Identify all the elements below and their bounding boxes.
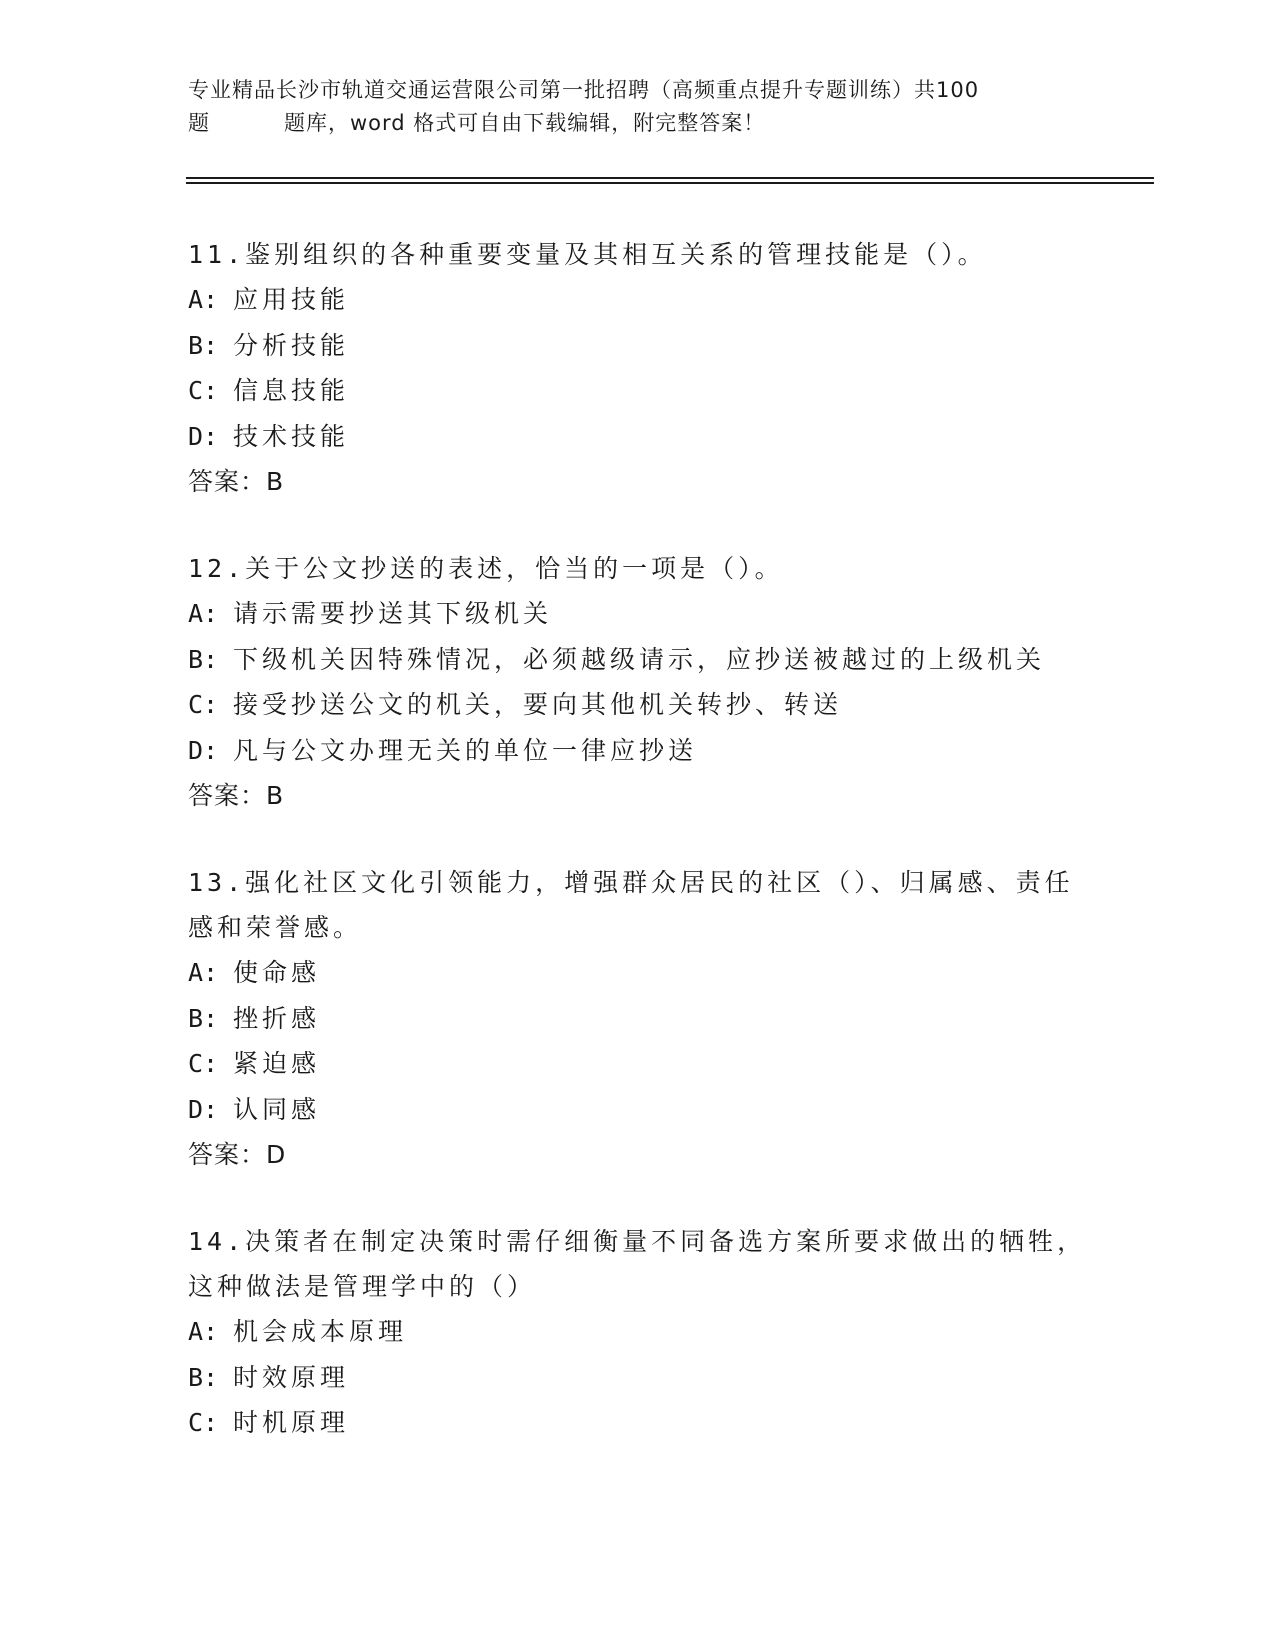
option-text: 接受抄送公文的机关，要向其他机关转抄、转送 [233,690,843,719]
option-d [188,414,1088,460]
question-11 [188,232,1088,504]
option-letter: B: [188,644,219,674]
option-a [188,277,1088,323]
question-13 [188,860,1088,1177]
option-letter: B: [188,1003,219,1033]
option-letter: A: [188,285,219,314]
question-list [188,232,1088,1488]
option-c [188,682,1088,728]
option-letter: C: [188,690,219,719]
option-a [188,1309,1088,1355]
answer-line: 答案：B [188,781,285,810]
option-d [188,728,1088,774]
option-letter: C: [188,1049,219,1078]
header-title-line2-left: 题 [188,111,210,135]
option-d [188,1087,1088,1133]
option-b [188,996,1088,1042]
header-divider-top [186,177,1154,179]
option-b [188,323,1088,369]
option-letter: D: [188,735,219,765]
document-header [188,74,1088,140]
option-letter: C: [188,376,219,405]
option-letter: C: [188,1408,219,1437]
option-letter: A: [188,1317,219,1346]
header-title-line2 [188,107,1088,140]
option-text: 挫折感 [233,1003,321,1033]
option-c [188,1041,1088,1087]
option-a [188,591,1088,637]
header-title-line2-right: 题库，word 格式可自由下载编辑，附完整答案！ [284,111,766,135]
question-12 [188,546,1088,818]
question-stem: 14.决策者在制定决策时需仔细衡量不同备选方案所要求做出的牺牲，这种做法是管理学中的（） [188,1227,1087,1301]
option-letter: D: [188,421,219,451]
option-text: 请示需要抄送其下级机关 [233,599,553,628]
option-b [188,637,1088,683]
option-text: 分析技能 [233,330,350,360]
header-divider-bottom [186,182,1154,184]
question-stem: 12.关于公文抄送的表述，恰当的一项是（）。 [188,554,784,583]
option-text: 技术技能 [233,421,350,451]
option-c [188,1400,1088,1446]
option-text: 机会成本原理 [233,1317,408,1346]
option-text: 应用技能 [233,285,350,314]
option-text: 凡与公文办理无关的单位一律应抄送 [233,735,698,765]
option-b [188,1355,1088,1401]
option-letter: A: [188,599,219,628]
option-text: 认同感 [233,1094,321,1124]
answer-line: 答案：D [188,1140,287,1169]
option-c [188,368,1088,414]
option-letter: A: [188,958,219,987]
option-text: 下级机关因特殊情况，必须越级请示，应抄送被越过的上级机关 [233,644,1046,674]
question-stem: 13.强化社区文化引领能力，增强群众居民的社区（）、归属感、责任感和荣誉感。 [188,868,1074,942]
question-stem: 11.鉴别组织的各种重要变量及其相互关系的管理技能是（）。 [188,240,987,269]
question-14 [188,1219,1088,1446]
header-title-line1: 专业精品长沙市轨道交通运营限公司第一批招聘（高频重点提升专题训练）共100 [188,78,980,102]
option-letter: B: [188,330,219,360]
option-a [188,950,1088,996]
option-text: 使命感 [233,958,321,987]
option-text: 信息技能 [233,376,350,405]
option-text: 时机原理 [233,1408,350,1437]
option-text: 时效原理 [233,1362,350,1392]
option-letter: D: [188,1094,219,1124]
option-text: 紧迫感 [233,1049,321,1078]
header-gap [210,107,284,140]
answer-line: 答案：B [188,467,285,496]
option-letter: B: [188,1362,219,1392]
